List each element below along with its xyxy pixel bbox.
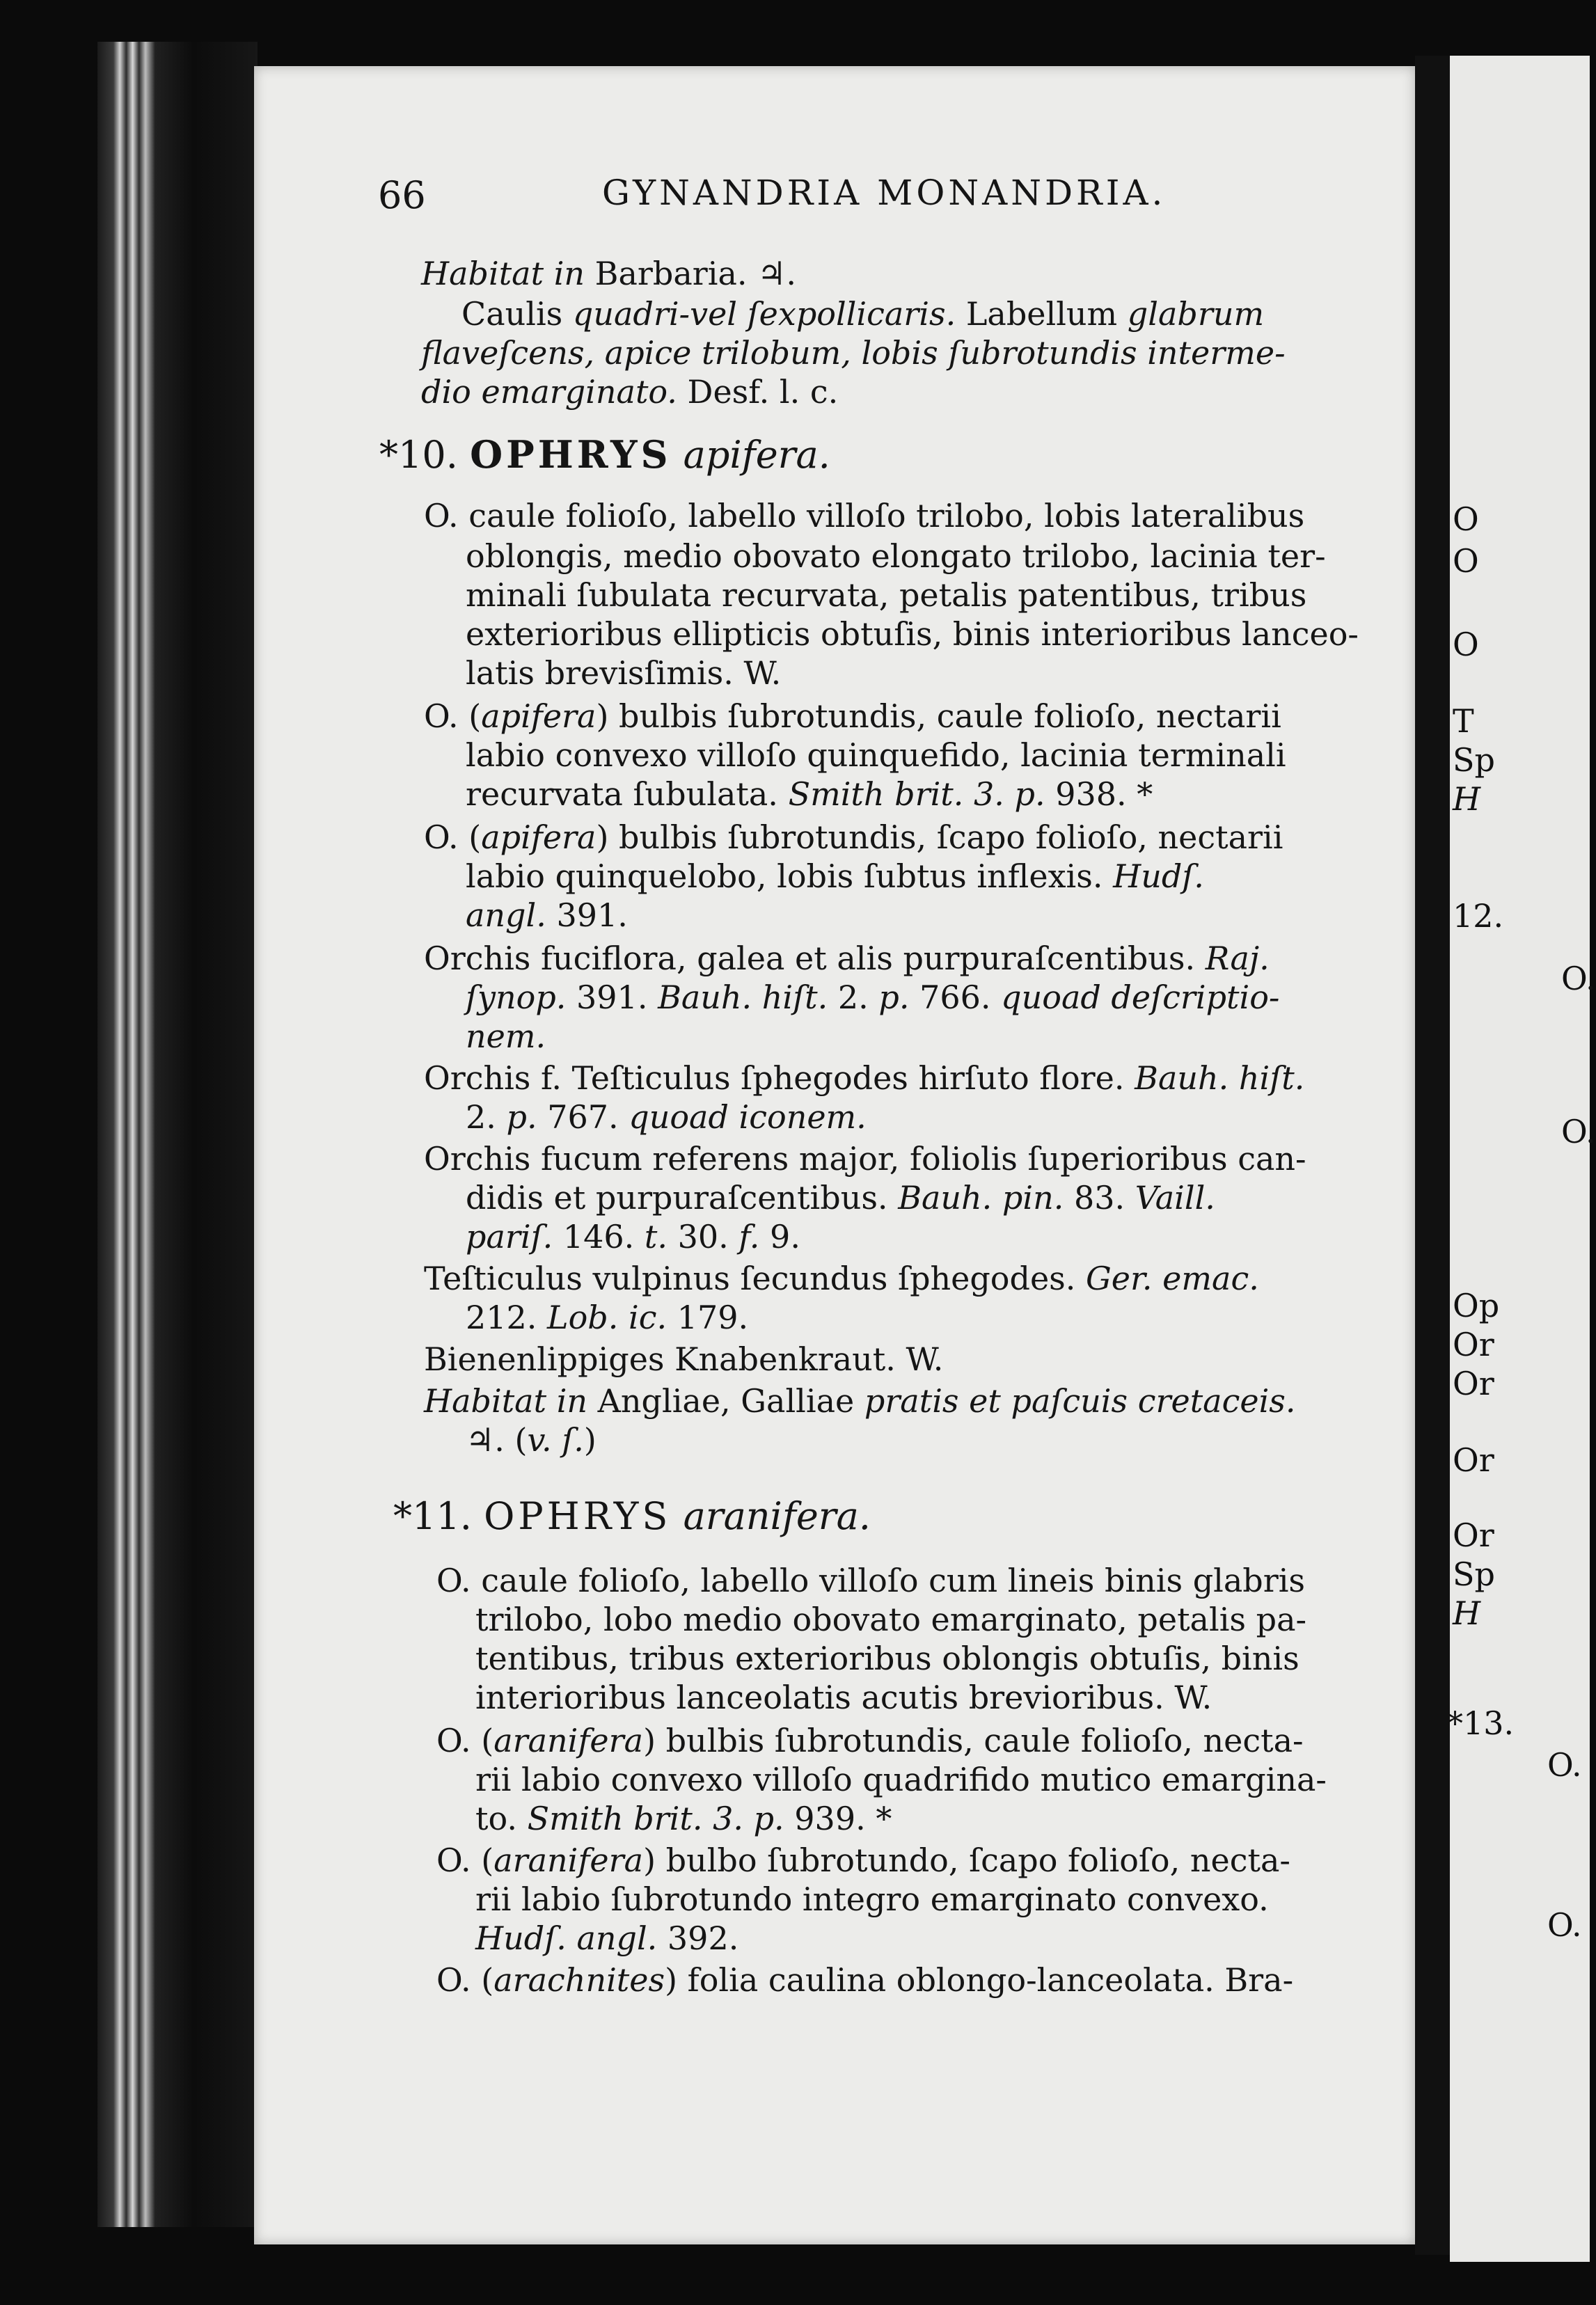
sp10-synonym-bauhin: Orchis f. Teſticulus ſphegodes hirſuto flore. Bauh. hiſt. xyxy=(424,1059,1305,1097)
species-10-heading: *10. OPHRYS apifera. xyxy=(379,432,830,477)
sp11-diagnosis-4: interioribus lanceolatis acutis brevioribus. W. xyxy=(475,1679,1212,1716)
intro-line-1: Habitat in Barbaria. ♃. xyxy=(421,255,797,292)
book-gutter xyxy=(1415,56,1450,2255)
sp10-diagnosis-1: O. caule folioſo, labello villoſo trilobo, lobis lateralibus xyxy=(424,497,1305,534)
right-fragment: 12. xyxy=(1453,897,1504,935)
sp10-synonym-smith-2: labio convexo villoſo quinquefido, lacinia terminali xyxy=(466,736,1286,774)
right-fragment: Sp xyxy=(1453,1555,1495,1593)
right-fragment: O xyxy=(1453,542,1479,580)
sp10-synonym-major-3: pariſ. 146. t. 30. f. 9. xyxy=(466,1218,800,1256)
sp10-synonym-hudson-3: angl. 391. xyxy=(466,896,628,934)
sp11-synonym-smith-2: rii labio convexo villoſo quadrifido mutico emargina- xyxy=(475,1761,1327,1798)
page-number: 66 xyxy=(378,173,426,217)
right-page-edge xyxy=(1447,56,1596,2262)
sp10-habitat-2: ♃. (v. ſ.) xyxy=(466,1421,596,1459)
sp10-synonym-hudson: O. (apifera) bulbis ſubrotundis, ſcapo folioſo, nectarii xyxy=(424,818,1283,856)
sp10-diagnosis-2: oblongis, medio obovato elongato trilobo, lacinia ter- xyxy=(466,537,1326,575)
book-edge-pages xyxy=(97,42,258,2227)
left-page xyxy=(254,66,1415,2244)
sp10-synonym-gerard-2: 212. Lob. ic. 179. xyxy=(466,1299,749,1336)
intro-line-3: flaveſcens, apice trilobum, lobis ſubrotundis interme- xyxy=(421,334,1286,372)
intro-line-2: Caulis quadri-vel ſexpollicaris. Labellum glabrum xyxy=(461,295,1265,333)
right-fragment: Or xyxy=(1453,1365,1494,1402)
sp10-habitat: Habitat in Angliae, Galliae pratis et paſcuis cretaceis. xyxy=(424,1382,1296,1420)
right-fragment: O xyxy=(1453,500,1479,538)
intro-line-4: dio emarginato. Desf. l. c. xyxy=(421,373,839,411)
right-fragment: O. xyxy=(1547,1746,1582,1784)
right-fragment: Op xyxy=(1453,1287,1500,1324)
sp10-synonym-bauhin-2: 2. p. 767. quoad iconem. xyxy=(466,1098,867,1136)
sp10-synonym-ray-2: ſynop. 391. Bauh. hiſt. 2. p. 766. quoad deſcriptio- xyxy=(466,979,1280,1016)
right-fragment: Or xyxy=(1453,1326,1494,1363)
right-fragment: H xyxy=(1453,1594,1481,1632)
right-fragment: Sp xyxy=(1453,741,1495,779)
sp11-synonym-hudson-3: Hudſ. angl. 392. xyxy=(475,1919,739,1957)
sp10-synonym-hudson-2: labio quinquelobo, lobis ſubtus inflexis. Hudſ. xyxy=(466,857,1204,895)
right-fragment: Or xyxy=(1453,1441,1494,1479)
sp10-synonym-ray: Orchis fuciflora, galea et alis purpuraſcentibus. Raj. xyxy=(424,940,1270,977)
right-fragment: H xyxy=(1453,780,1481,818)
sp10-common-name: Bienenlippiges Knabenkraut. W. xyxy=(424,1340,944,1378)
sp10-synonym-smith-3: recurvata ſubulata. Smith brit. 3. p. 938. * xyxy=(466,775,1153,813)
species-11-heading: *11. OPHRYS aranifera. xyxy=(393,1494,871,1538)
right-fragment: O xyxy=(1453,626,1479,663)
sp10-diagnosis-3: minali ſubulata recurvata, petalis patentibus, tribus xyxy=(466,576,1307,614)
right-fragment: Or xyxy=(1453,1516,1494,1554)
sp10-synonym-smith: O. (apifera) bulbis ſubrotundis, caule folioſo, nectarii xyxy=(424,697,1281,735)
sp11-diagnosis-3: tentibus, tribus exterioribus oblongis obtuſis, binis xyxy=(475,1640,1299,1677)
sp11-synonym-smith: O. (aranifera) bulbis ſubrotundis, caule folioſo, necta- xyxy=(436,1722,1304,1759)
sp10-synonym-gerard: Teſticulus vulpinus ſecundus ſphegodes. Ger. emac. xyxy=(424,1260,1259,1297)
sp11-synonym-smith-3: to. Smith brit. 3. p. 939. * xyxy=(475,1800,892,1837)
sp10-synonym-major: Orchis fucum referens major, foliolis ſuperioribus can- xyxy=(424,1140,1306,1178)
sp10-synonym-ray-3: nem. xyxy=(466,1017,546,1055)
running-head: GYNANDRIA MONANDRIA. xyxy=(602,173,1167,213)
sp11-diagnosis-1: O. caule folioſo, labello villoſo cum lineis binis glabris xyxy=(436,1562,1306,1599)
sp11-synonym-hudson-2: rii labio ſubrotundo integro emarginato convexo. xyxy=(475,1880,1269,1918)
sp10-diagnosis-5: latis brevisſimis. W. xyxy=(466,654,782,692)
sp10-synonym-major-2: didis et purpuraſcentibus. Bauh. pin. 83. Vaill. xyxy=(466,1179,1215,1217)
right-fragment: *13. xyxy=(1447,1704,1515,1742)
sp11-synonym-arachnites: O. (arachnites) folia caulina oblongo-lanceolata. Bra- xyxy=(436,1961,1294,1999)
right-fragment: O. xyxy=(1561,960,1596,997)
sp11-synonym-hudson: O. (aranifera) bulbo ſubrotundo, ſcapo folioſo, necta- xyxy=(436,1841,1290,1879)
right-fragment: O. xyxy=(1561,1113,1596,1150)
sp10-diagnosis-4: exterioribus ellipticis obtuſis, binis interioribus lanceo- xyxy=(466,615,1359,653)
right-fragment: T xyxy=(1453,702,1474,740)
right-fragment: O. xyxy=(1547,1906,1582,1944)
sp11-diagnosis-2: trilobo, lobo medio obovato emarginato, petalis pa- xyxy=(475,1601,1307,1638)
